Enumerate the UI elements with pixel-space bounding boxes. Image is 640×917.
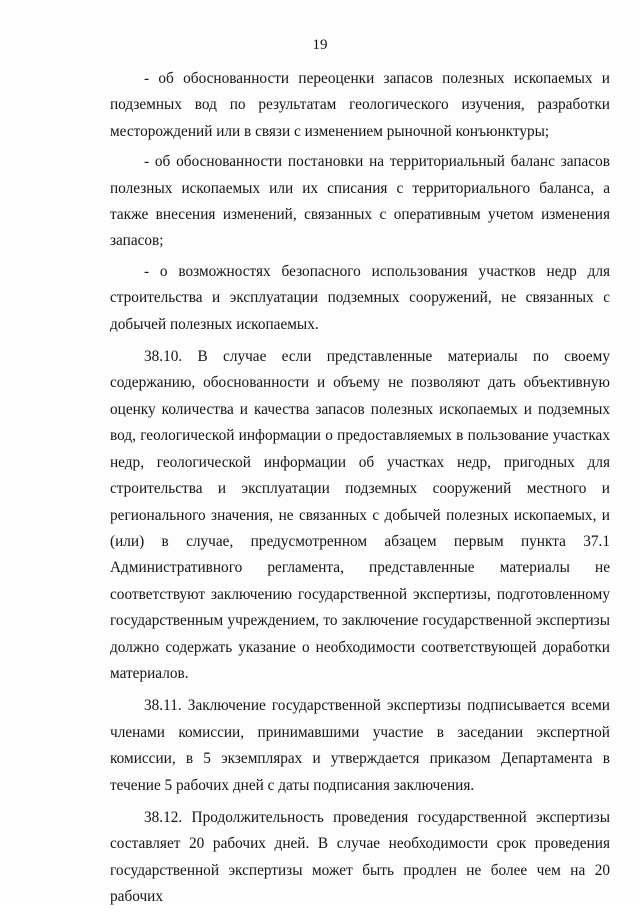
- paragraph-38-10: 38.10. В случае если представленные материалы по своему содержанию, обоснованности и объему не позволяют дать объективную оценку количества и качества запасов полезных ископаемых и подземных вод, геологической информации о предоставляемых в пользование участках недр, геологической информации об участках недр, пригодных для строительства и эксплуатации подземных сооружений местного и регионального значения, не связанных с добычей полезных ископаемых, и (или) в случае, предусмотренном абзацем первым пункта 37.1 Административного регламента, представленные материалы не соответствуют заключению государственной экспертизы, подготовленному государственным учреждением, то заключение государственной экспертизы должно содержать указание о необходимости соответствующей доработки материалов.: [110, 348, 610, 682]
- paragraph-38-12: 38.12. Продолжительность проведения государственной экспертизы составляет 20 рабочих дней. В случае необходимости срок проведения государственной экспертизы может быть продлен не более чем на 20 рабочих: [110, 808, 610, 906]
- document-body: [110, 66, 610, 917]
- page-number: 19: [312, 37, 328, 53]
- paragraph-underground-structures: - о возможностях безопасного использования участков недр для строительства и эксплуатации подземных сооружений, не связанных с добычей полезных ископаемых.: [110, 262, 610, 333]
- paragraph-territorial-balance: - об обоснованности постановки на территориальный баланс запасов полезных ископаемых или их списания с территориального баланса, а также внесения изменений, связанных с оперативным учетом изменения запасов;: [110, 153, 610, 250]
- paragraph-reassessment: - об обоснованности переоценки запасов полезных ископаемых и подземных вод по результатам геологического изучения, разработки месторождений или в связи с изменением рыночной конъюнктуры;: [110, 70, 610, 140]
- paragraph-38-11: 38.11. Заключение государственной экспертизы подписывается всеми членами комиссии, принимавшими участие в заседании экспертной комиссии, в 5 экземплярах и утверждается приказом Департамента в течение 5 рабочих дней с даты подписания заключения.: [110, 697, 610, 794]
